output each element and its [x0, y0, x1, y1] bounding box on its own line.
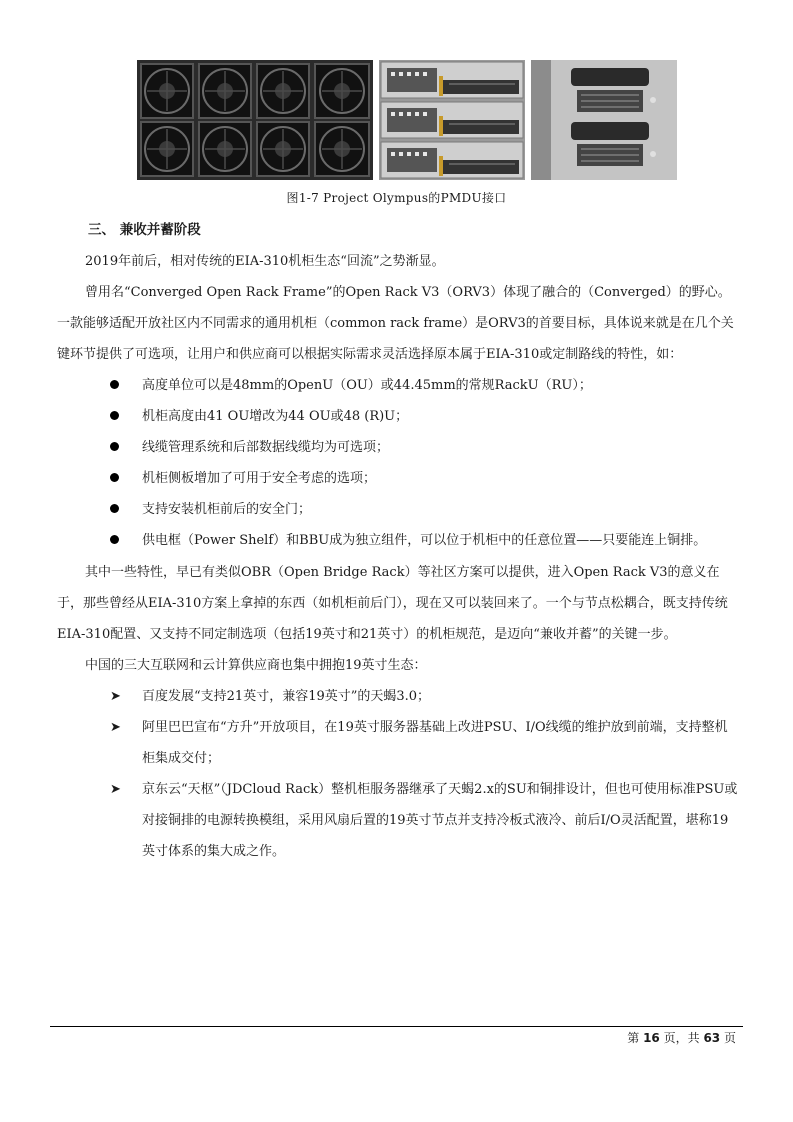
bullet-item — [110, 525, 740, 556]
footer-middle: 页，共 — [663, 1031, 700, 1045]
fan-array-image — [137, 60, 373, 180]
page-footer — [627, 1029, 736, 1046]
bullet-text: 线缆管理系统和后部数据线缆均为可选项； — [142, 440, 390, 455]
pmdu-connector-image — [379, 60, 525, 180]
bullet-item — [110, 494, 740, 525]
footer-prefix: 第 — [627, 1031, 640, 1045]
bullet-item — [110, 432, 740, 463]
current-page-number: 16 — [643, 1031, 660, 1045]
pmdu-connector-photo — [379, 60, 525, 180]
figure-pmdu-interface — [137, 60, 677, 180]
bullet-text: 高度单位可以是48mm的OpenU（OU）或44.45mm的常规RackU（RU）； — [142, 378, 592, 393]
paragraph-1: 2019年前后，相对传统的EIA-310机柜生态“回流”之势渐显。 — [85, 254, 445, 269]
arrow-item — [110, 774, 740, 867]
footer-suffix: 页 — [723, 1031, 736, 1045]
section-heading: 三、 兼收并蓄阶段 — [88, 222, 201, 238]
bullet-dot-icon — [110, 411, 119, 420]
arrow-text: 百度发展“支持21英寸，兼容19英寸”的天蝎3.0； — [142, 689, 431, 704]
arrow-text: 京东云“天枢”（JDCloud Rack）整机柜服务器继承了天蝎2.x的SU和铜排设计，但也可使用标准PSU或对接铜排的电源转换模组，采用风扇后置的19英寸节点并支持冷板式液冷、前后I/O灵活配置，堪称19英寸体系的集大成之作。 — [142, 782, 738, 859]
bullet-dot-icon — [110, 535, 119, 544]
arrow-bullet-icon: ➤ — [110, 720, 121, 735]
paragraph-3: 其中一些特性，早已有类似OBR（Open Bridge Rack）等社区方案可以提供，进入Open Rack V3的意义在于，那些曾经从EIA-310方案上拿掉的东西（如机柜前后门），现在又可以装回来了。一个与节点松耦合，既支持传统EIA-310配置、又支持不同定制选项（包括19英寸和21英寸）的机柜规范，是迈向“兼收并蓄”的关键一步。 — [57, 565, 728, 642]
bullet-item — [110, 401, 740, 432]
bullet-dot-icon — [110, 473, 119, 482]
arrow-item — [110, 681, 740, 712]
bullet-dot-icon — [110, 504, 119, 513]
bullet-dot-icon — [110, 442, 119, 451]
figure-caption: 图1-7 Project Olympus的PMDU接口 — [286, 191, 507, 205]
bullet-text: 机柜侧板增加了可用于安全考虑的选项； — [142, 471, 377, 486]
arrow-item — [110, 712, 740, 774]
arrow-bullet-icon: ➤ — [110, 689, 121, 704]
cable-connector-photo — [531, 60, 677, 180]
arrow-bullet-icon: ➤ — [110, 782, 121, 797]
bullet-dot-icon — [110, 380, 119, 389]
bullet-item — [110, 370, 740, 401]
bullet-item — [110, 463, 740, 494]
footer-divider — [50, 1026, 743, 1027]
cable-connector-image — [531, 60, 677, 180]
bullet-text: 机柜高度由41 OU增改为44 OU或48 (R)U； — [142, 409, 409, 424]
bullet-text: 供电框（Power Shelf）和BBU成为独立组件，可以位于机柜中的任意位置——只要能连上铜排。 — [142, 533, 707, 548]
fan-array-photo — [137, 60, 373, 180]
total-page-number: 63 — [703, 1031, 721, 1045]
paragraph-4: 中国的三大互联网和云计算供应商也集中拥抱19英寸生态： — [85, 658, 427, 673]
paragraph-2: 曾用名“Converged Open Rack Frame”的Open Rack V3（ORV3）体现了融合的（Converged）的野心。一款能够适配开放社区内不同需求的通用机柜（common rack frame）是ORV3的首要目标，具体说来就是在几个关键环节提供了可选项，让用户和供应商可以根据实际需求灵活选择原本属于EIA-310或定制路线的特性，如： — [57, 285, 734, 362]
arrow-text: 阿里巴巴宣布“方升”开放项目，在19英寸服务器基础上改进PSU、I/O线缆的维护放到前端，支持整机柜集成交付； — [142, 720, 728, 766]
bullet-text: 支持安装机柜前后的安全门； — [142, 502, 312, 517]
